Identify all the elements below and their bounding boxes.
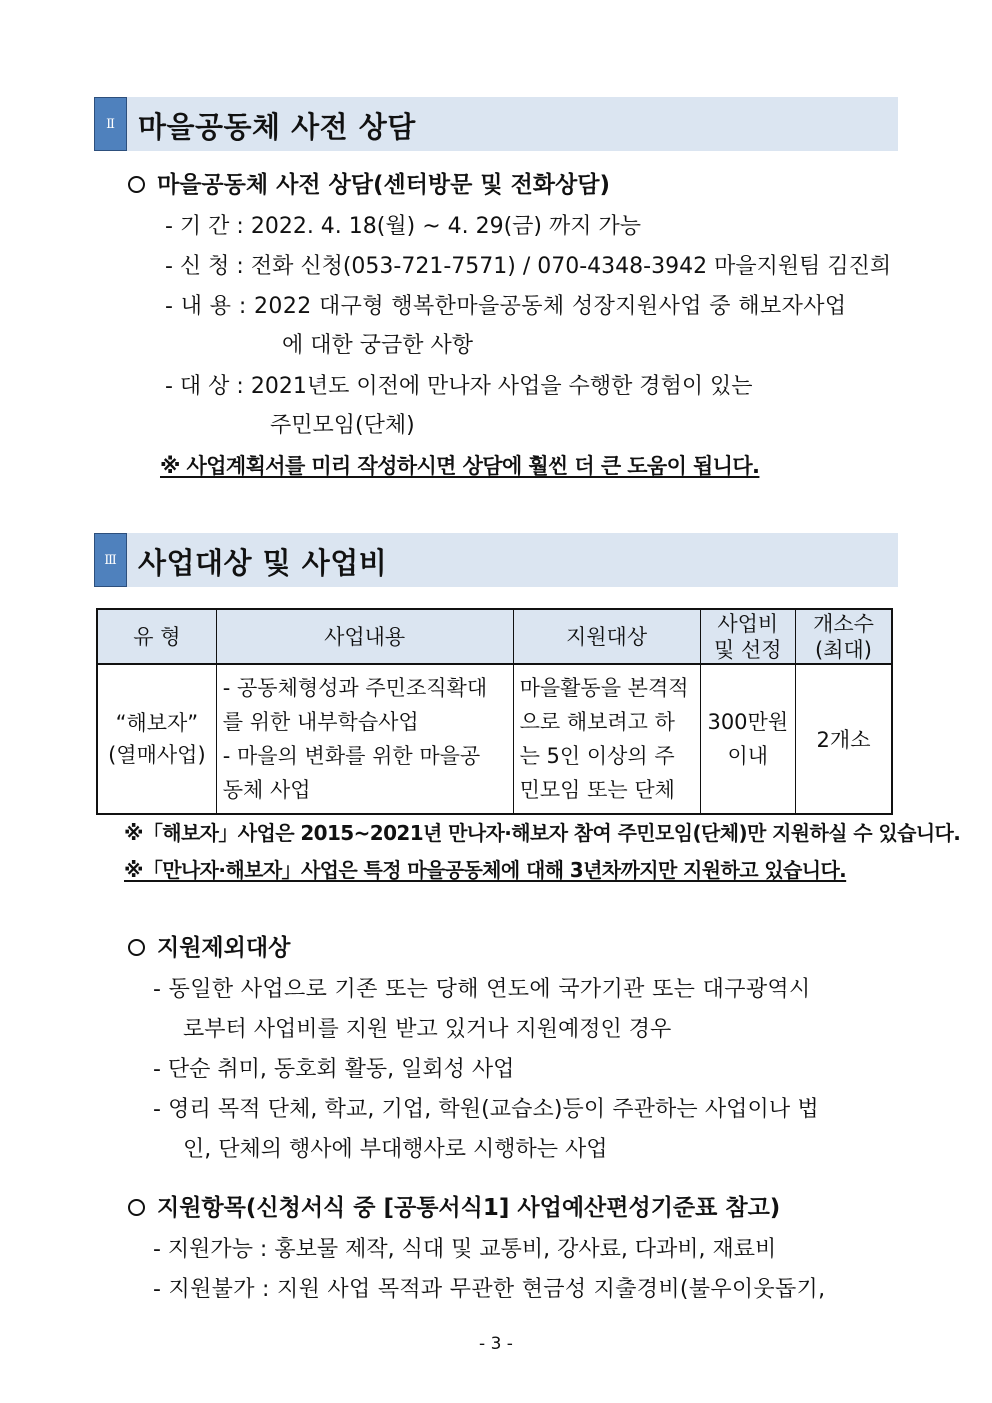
table-note-2: ※「만나자·해보자」사업은 특정 마을공동체에 대해 3년차까지만 지원하고 있습니다. <box>124 858 847 882</box>
cell-content <box>216 664 513 814</box>
support-denied: - 지원불가 : 지원 사업 목적과 무관한 현금성 지출경비(불우이웃돕기, <box>153 1277 826 1302</box>
content-text-4: 동체 사업 <box>222 778 311 802</box>
target-text-1: 마을활동을 본격적 <box>519 676 689 700</box>
support-title: 지원항목(신청서식 중 [공통서식1] 사업예산편성기준표 참고) <box>157 1195 781 1221</box>
cell-type <box>97 664 216 814</box>
type-name: “해보자” <box>115 711 199 735</box>
budget-limit: 이내 <box>727 744 769 768</box>
table-row <box>97 664 892 814</box>
content-text-1: - 공동체형성과 주민조직확대 <box>222 676 488 700</box>
exclusion-item-1-line-2: 로부터 사업비를 지원 받고 있거나 지원예정인 경우 <box>183 1017 672 1042</box>
header-content: 사업내용 <box>216 609 513 664</box>
exclusion-item-3-line-2: 인, 단체의 행사에 부대행사로 시행하는 사업 <box>183 1137 608 1162</box>
cell-target <box>513 664 700 814</box>
table-note-1: ※「해보자」사업은 2015~2021년 만나자·해보자 참여 주민모임(단체)만 지원하실 수 있습니다. <box>124 821 961 845</box>
section-3-title: 사업대상 및 사업비 <box>138 546 388 580</box>
target-line-1: - 대 상 : 2021년도 이전에 만나자 사업을 수행한 경험이 있는 <box>165 374 753 399</box>
target-text-3: 는 5인 이상의 주 <box>519 744 675 768</box>
target-text-2: 으로 해보려고 하 <box>519 710 675 734</box>
header-type: 유 형 <box>97 609 216 664</box>
exclusion-subhead <box>128 933 290 963</box>
consultation-subhead <box>128 170 610 200</box>
circle-bullet-icon <box>128 939 145 956</box>
header-budget: 사업비 및 선정 <box>700 609 796 664</box>
header-target: 지원대상 <box>513 609 700 664</box>
apply-line: - 신 청 : 전화 신청(053-721-7571) / 070-4348-3942 마을지원팀 김진희 <box>165 254 892 279</box>
section-3-number: Ⅲ <box>94 533 127 587</box>
content-text-2: 를 위한 내부학습사업 <box>222 710 419 734</box>
support-allowed: - 지원가능 : 홍보물 제작, 식대 및 교통비, 강사료, 다과비, 재료비 <box>153 1237 777 1262</box>
header-count: 개소수 (최대) <box>796 609 892 664</box>
section-2-header <box>94 97 898 151</box>
program-table <box>96 608 893 815</box>
exclusion-title: 지원제외대상 <box>157 935 291 961</box>
support-subhead <box>128 1193 780 1223</box>
content-text-3: - 마을의 변화를 위한 마을공 <box>222 744 481 768</box>
content-line-2: 에 대한 궁금한 사항 <box>282 333 473 358</box>
section-2-title: 마을공동체 사전 상담 <box>138 110 416 144</box>
section-2-number: Ⅱ <box>94 97 127 151</box>
target-line-2: 주민모임(단체) <box>270 413 415 438</box>
circle-bullet-icon <box>128 1199 145 1216</box>
budget-amount: 300만원 <box>707 710 789 734</box>
consultation-subhead-text: 마을공동체 사전 상담(센터방문 및 전화상담) <box>157 172 610 198</box>
exclusion-item-2: - 단순 취미, 동호회 활동, 일회성 사업 <box>153 1057 515 1082</box>
table-header-row <box>97 609 892 664</box>
type-sub: (열매사업) <box>108 743 206 767</box>
section-3-header <box>94 533 898 587</box>
cell-count: 2개소 <box>796 664 892 814</box>
consultation-note: ※ 사업계획서를 미리 작성하시면 상담에 훨씬 더 큰 도움이 됩니다. <box>160 454 760 478</box>
cell-budget <box>700 664 796 814</box>
circle-bullet-icon <box>128 176 145 193</box>
exclusion-item-1-line-1: - 동일한 사업으로 기존 또는 당해 연도에 국가기관 또는 대구광역시 <box>153 977 811 1002</box>
period-line: - 기 간 : 2022. 4. 18(월) ~ 4. 29(금) 까지 가능 <box>165 214 642 239</box>
content-line-1: - 내 용 : 2022 대구형 행복한마을공동체 성장지원사업 중 해보자사업 <box>165 294 847 319</box>
page-number: - 3 - <box>479 1334 513 1354</box>
exclusion-item-3-line-1: - 영리 목적 단체, 학교, 기업, 학원(교습소)등이 주관하는 사업이나 법 <box>153 1097 819 1122</box>
target-text-4: 민모임 또는 단체 <box>519 778 675 802</box>
